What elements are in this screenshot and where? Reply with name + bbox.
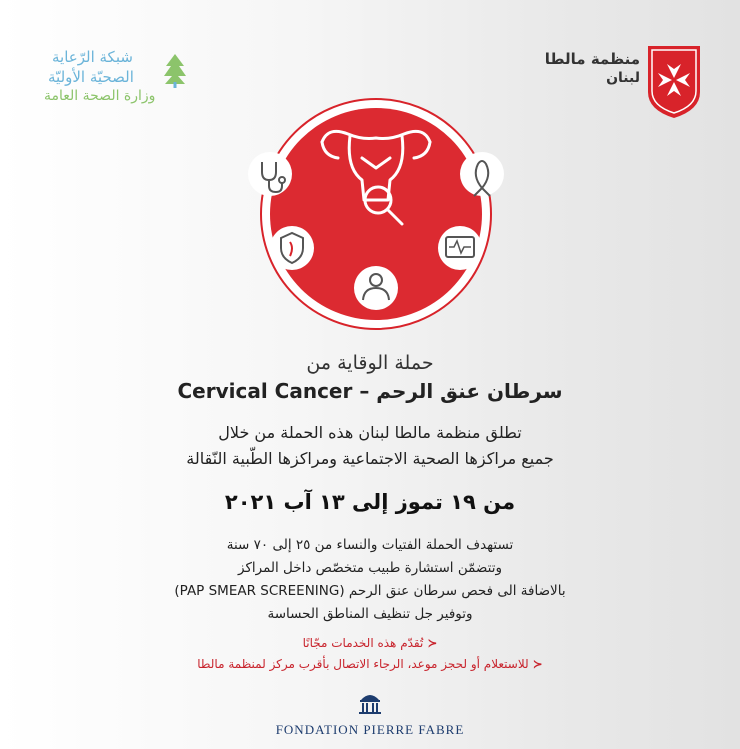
stethoscope-icon <box>248 152 292 196</box>
foundation-name: FONDATION PIERRE FABRE <box>275 722 465 737</box>
intro-line-1: تطلق منظمة مالطا لبنان هذه الحملة من خلال <box>218 423 522 442</box>
ministry-name: وزارة الصحة العامة <box>44 88 156 104</box>
intro-line-2: جميع مراكزها الصحية الاجتماعية ومراكزها الطّبية النّقالة <box>186 449 554 468</box>
contact-note <box>0 657 740 671</box>
phc-logo-line2: الصحيّة الأوليّة <box>48 68 134 86</box>
hero-illustration <box>238 96 514 332</box>
campaign-subtitle: سرطان عنق الرحم – Cervical Cancer <box>177 379 563 403</box>
campaign-dates: من ١٩ تموز إلى ١٣ آب ٢٠٢١ <box>224 490 516 514</box>
order-name: منظمة مالطا <box>544 50 640 68</box>
free-services-note <box>0 636 740 650</box>
maltese-cross-icon <box>646 44 702 120</box>
body-line-2: وتتضمّن استشارة طبيب متخصّص داخل المراكز <box>238 560 502 576</box>
monitor-icon <box>438 226 482 270</box>
order-of-malta-logo <box>532 44 702 120</box>
doctor-icon <box>354 266 398 310</box>
body-line-4: وتوفير جل تنظيف المناطق الحساسة <box>267 606 473 622</box>
shield-ribbon-icon <box>270 226 314 270</box>
building-icon <box>357 690 383 716</box>
body-line-3: بالاضافة الى فحص سرطان عنق الرحم (PAP SMEAR SCREENING) <box>174 583 566 599</box>
contact-text: للاستعلام أو لحجز موعد، الرجاء الاتصال بأقرب مركز لمنظمة مالطا <box>197 657 529 671</box>
order-country: لبنان <box>606 70 640 86</box>
foundation-logo <box>0 690 740 738</box>
arrow-icon: ≺ <box>427 636 438 650</box>
phc-logo <box>44 46 194 108</box>
cedar-icon <box>162 52 188 88</box>
body-line-1: تستهدف الحملة الفتيات والنساء من ٢٥ إلى ٧٠ سنة <box>226 537 514 553</box>
arrow-icon: ≺ <box>532 657 543 671</box>
campaign-title: حملة الوقاية من <box>306 352 434 374</box>
phc-logo-line1: شبكة الرّعاية <box>52 48 133 66</box>
ribbon-icon <box>460 152 504 196</box>
free-services-text: تُقدّم هذه الخدمات مجّانًا <box>302 636 424 650</box>
